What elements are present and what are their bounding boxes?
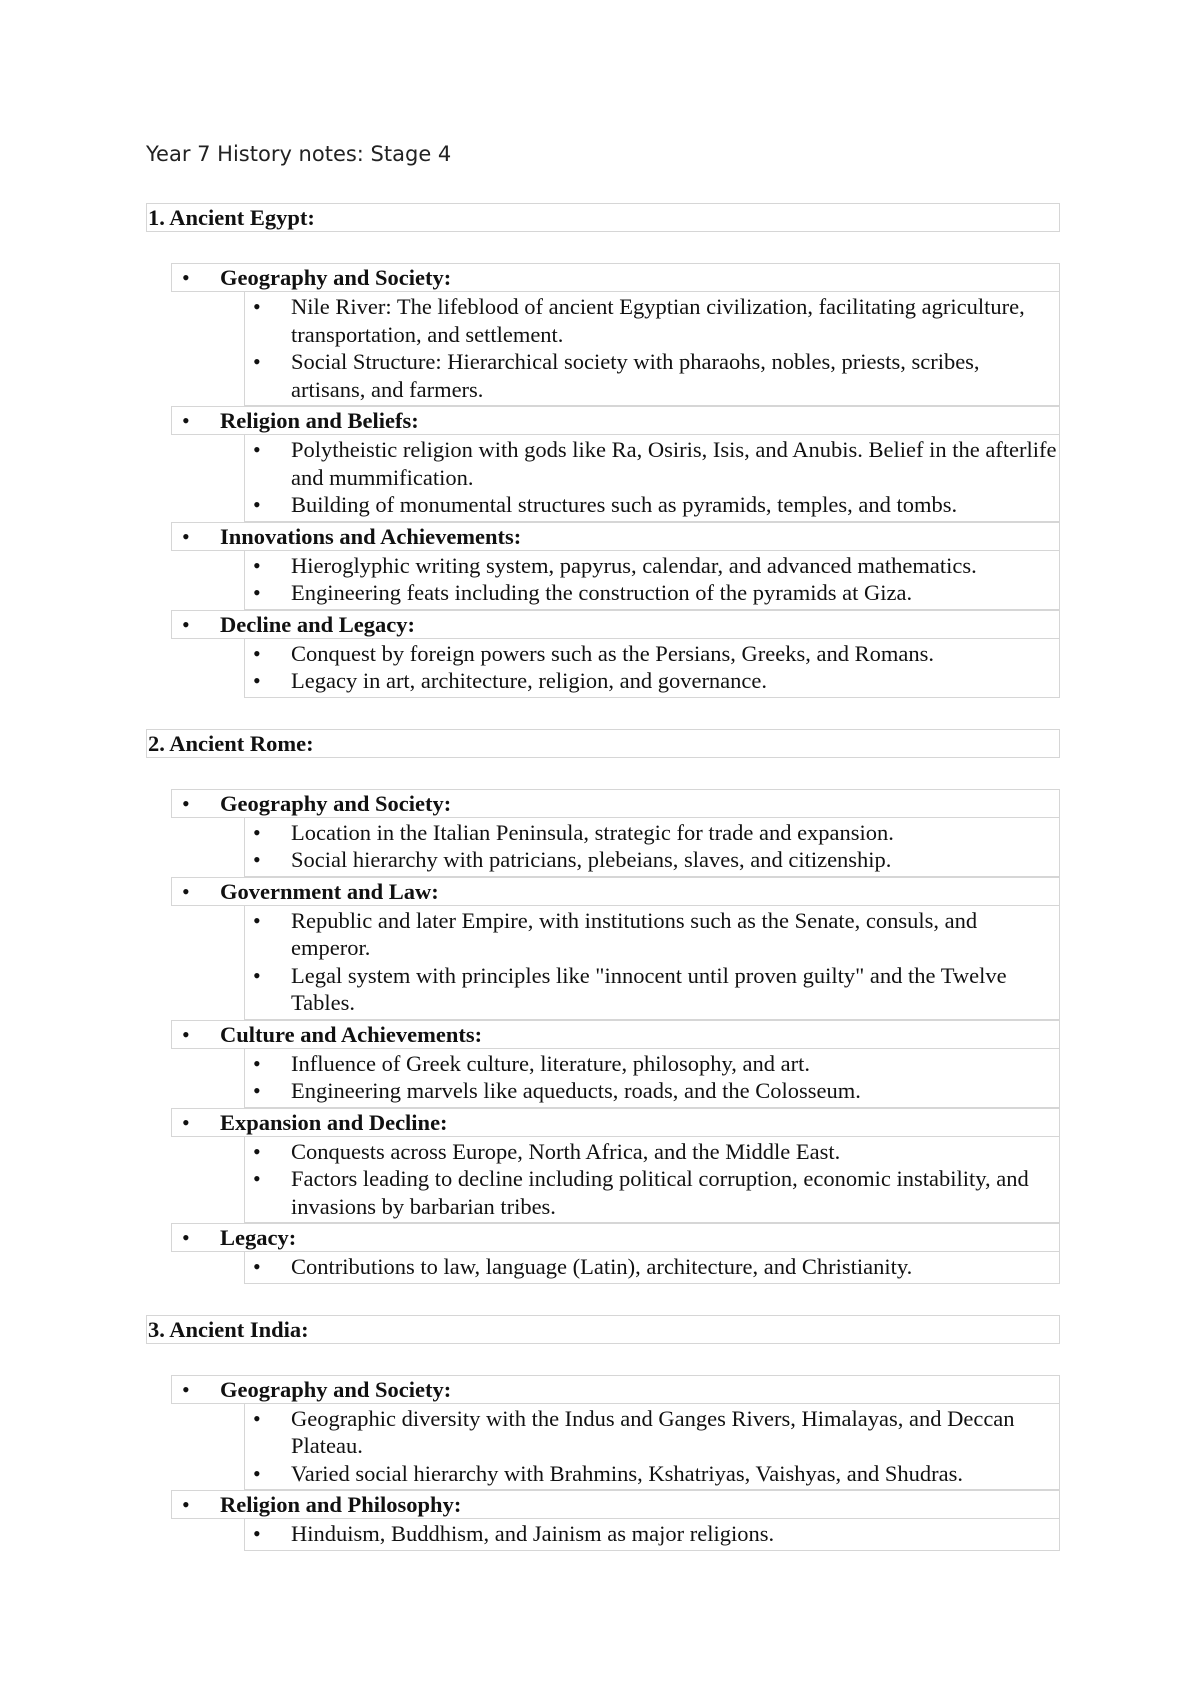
topic-heading bbox=[171, 1223, 1060, 1252]
list-item-text: Conquests across Europe, North Africa, and the Middle East. bbox=[291, 1138, 841, 1164]
list-item-text: Hinduism, Buddhism, and Jainism as major religions. bbox=[291, 1521, 775, 1546]
list-item-text: Influence of Greek culture, literature, philosophy, and art. bbox=[291, 1050, 810, 1076]
bullet-icon: • bbox=[253, 492, 261, 517]
topic-heading bbox=[171, 610, 1060, 639]
list-item-text: Hieroglyphic writing system, papyrus, calendar, and advanced mathematics. bbox=[291, 552, 977, 578]
list-item-text: Conquest by foreign powers such as the Persians, Greeks, and Romans. bbox=[291, 640, 935, 666]
topic-heading-text: Religion and Beliefs: bbox=[220, 408, 419, 433]
bullet-icon: • bbox=[253, 847, 261, 872]
topic bbox=[171, 522, 1060, 610]
list-item-text: Contributions to law, language (Latin), architecture, and Christianity. bbox=[291, 1254, 913, 1279]
list-item-text: Social Structure: Hierarchical society with pharaohs, nobles, priests, scribes, artisans, and farmers. bbox=[291, 349, 980, 402]
topic bbox=[171, 1375, 1060, 1491]
bullet-icon: • bbox=[182, 1492, 190, 1517]
list-item-text: Polytheistic religion with gods like Ra, Osiris, Isis, and Anubis. Belief in the afterlife and mummification. bbox=[291, 437, 1057, 490]
list-item bbox=[245, 846, 1059, 874]
topic bbox=[171, 610, 1060, 698]
list-item bbox=[245, 1520, 1059, 1548]
list-item-text: Factors leading to decline including political corruption, economic instability, and invasions by barbarian tribes. bbox=[291, 1166, 1029, 1219]
bullet-icon: • bbox=[253, 819, 261, 845]
topic-heading bbox=[171, 522, 1060, 551]
list-item bbox=[245, 1138, 1059, 1166]
bullet-icon: • bbox=[253, 580, 261, 605]
list-item bbox=[245, 1077, 1059, 1105]
list-item-text: Legacy in art, architecture, religion, and governance. bbox=[291, 668, 768, 693]
list-item-text: Varied social hierarchy with Brahmins, Kshatriyas, Vaishyas, and Shudras. bbox=[291, 1460, 963, 1486]
bullet-icon: • bbox=[253, 1050, 261, 1076]
topic-heading-text: Geography and Society: bbox=[220, 790, 452, 816]
list-item bbox=[245, 819, 1059, 847]
point-list bbox=[244, 1404, 1060, 1491]
point-list bbox=[244, 1137, 1060, 1224]
list-item bbox=[245, 1460, 1059, 1488]
bullet-icon: • bbox=[253, 552, 261, 578]
list-item-text: Social hierarchy with patricians, plebeians, slaves, and citizenship. bbox=[291, 847, 892, 872]
list-item-text: Republic and later Empire, with institutions such as the Senate, consuls, and emperor. bbox=[291, 907, 978, 960]
point-list bbox=[244, 292, 1060, 406]
topic-heading-text: Innovations and Achievements: bbox=[220, 523, 522, 549]
bullet-icon: • bbox=[253, 1521, 261, 1546]
list-item bbox=[245, 1050, 1059, 1078]
section bbox=[146, 203, 1060, 698]
bullet-icon: • bbox=[182, 611, 190, 637]
list-item bbox=[245, 1165, 1059, 1220]
topic bbox=[171, 406, 1060, 522]
bullet-icon: • bbox=[253, 907, 261, 933]
list-item bbox=[245, 667, 1059, 695]
list-item bbox=[245, 907, 1059, 962]
bullet-icon: • bbox=[253, 349, 261, 374]
list-item bbox=[245, 962, 1059, 1017]
topic-heading-text: Decline and Legacy: bbox=[220, 611, 415, 637]
bullet-icon: • bbox=[253, 640, 261, 666]
bullet-icon: • bbox=[182, 265, 190, 290]
list-item-text: Engineering feats including the construction of the pyramids at Giza. bbox=[291, 580, 913, 605]
list-item bbox=[245, 640, 1059, 668]
topic-heading bbox=[171, 1375, 1060, 1404]
topic-heading bbox=[171, 1020, 1060, 1049]
list-item bbox=[245, 552, 1059, 580]
bullet-icon: • bbox=[182, 1376, 190, 1402]
topic-heading bbox=[171, 263, 1060, 292]
topic-heading bbox=[171, 1108, 1060, 1137]
topic bbox=[171, 263, 1060, 406]
point-list bbox=[244, 1049, 1060, 1108]
point-list bbox=[244, 551, 1060, 610]
bullet-icon: • bbox=[182, 1021, 190, 1047]
bullet-icon: • bbox=[182, 523, 190, 549]
section-heading bbox=[146, 729, 1060, 758]
list-item bbox=[245, 348, 1059, 403]
bullet-icon: • bbox=[253, 1254, 261, 1279]
topic-heading-text: Geography and Society: bbox=[220, 1376, 452, 1402]
topic-heading bbox=[171, 877, 1060, 906]
list-item-text: Legal system with principles like "innocent until proven guilty" and the Twelve Tables. bbox=[291, 962, 1007, 1015]
list-item bbox=[245, 491, 1059, 519]
point-list bbox=[244, 435, 1060, 522]
section bbox=[146, 729, 1060, 1284]
section-heading bbox=[146, 203, 1060, 232]
bullet-icon: • bbox=[182, 790, 190, 816]
topic-heading-text: Expansion and Decline: bbox=[220, 1109, 448, 1135]
topic-heading-text: Culture and Achievements: bbox=[220, 1021, 483, 1047]
point-list bbox=[244, 1519, 1060, 1551]
topic bbox=[171, 789, 1060, 877]
topic-heading bbox=[171, 406, 1060, 435]
section-heading-text: 3. Ancient India: bbox=[148, 1316, 309, 1342]
point-list bbox=[244, 906, 1060, 1020]
section-heading-text: 1. Ancient Egypt: bbox=[148, 205, 315, 230]
list-item-text: Location in the Italian Peninsula, strategic for trade and expansion. bbox=[291, 819, 894, 845]
list-item-text: Engineering marvels like aqueducts, roads, and the Colosseum. bbox=[291, 1078, 861, 1103]
topic-heading-text: Legacy: bbox=[220, 1225, 297, 1250]
list-item-text: Building of monumental structures such as pyramids, temples, and tombs. bbox=[291, 492, 958, 517]
bullet-icon: • bbox=[182, 1109, 190, 1135]
point-list bbox=[244, 1252, 1060, 1284]
point-list bbox=[244, 818, 1060, 877]
section bbox=[146, 1315, 1060, 1551]
topic bbox=[171, 1223, 1060, 1284]
list-item bbox=[245, 436, 1059, 491]
bullet-icon: • bbox=[253, 1078, 261, 1103]
bullet-icon: • bbox=[253, 1166, 261, 1191]
bullet-icon: • bbox=[253, 962, 261, 988]
topic bbox=[171, 1490, 1060, 1551]
bullet-icon: • bbox=[253, 1138, 261, 1164]
list-item bbox=[245, 579, 1059, 607]
list-item bbox=[245, 1253, 1059, 1281]
bullet-icon: • bbox=[182, 878, 190, 904]
list-item bbox=[245, 1405, 1059, 1460]
topic-heading-text: Geography and Society: bbox=[220, 265, 452, 290]
bullet-icon: • bbox=[253, 1460, 261, 1486]
section-heading-text: 2. Ancient Rome: bbox=[148, 730, 314, 756]
list-item bbox=[245, 293, 1059, 348]
bullet-icon: • bbox=[253, 437, 261, 462]
topic bbox=[171, 1108, 1060, 1224]
bullet-icon: • bbox=[182, 408, 190, 433]
list-item-text: Nile River: The lifeblood of ancient Egyptian civilization, facilitating agriculture, transportation, and settlement. bbox=[291, 294, 1025, 347]
topic bbox=[171, 877, 1060, 1020]
topic-heading-text: Government and Law: bbox=[220, 878, 439, 904]
document-title: Year 7 History notes: Stage 4 bbox=[146, 142, 452, 166]
document-body bbox=[146, 203, 1060, 1551]
bullet-icon: • bbox=[253, 1405, 261, 1431]
bullet-icon: • bbox=[253, 294, 261, 319]
list-item-text: Geographic diversity with the Indus and Ganges Rivers, Himalayas, and Deccan Plateau. bbox=[291, 1405, 1015, 1458]
section-heading bbox=[146, 1315, 1060, 1344]
topic-heading bbox=[171, 1490, 1060, 1519]
bullet-icon: • bbox=[253, 668, 261, 693]
topic bbox=[171, 1020, 1060, 1108]
topic-heading-text: Religion and Philosophy: bbox=[220, 1492, 462, 1517]
topic-heading bbox=[171, 789, 1060, 818]
bullet-icon: • bbox=[182, 1225, 190, 1250]
point-list bbox=[244, 639, 1060, 698]
